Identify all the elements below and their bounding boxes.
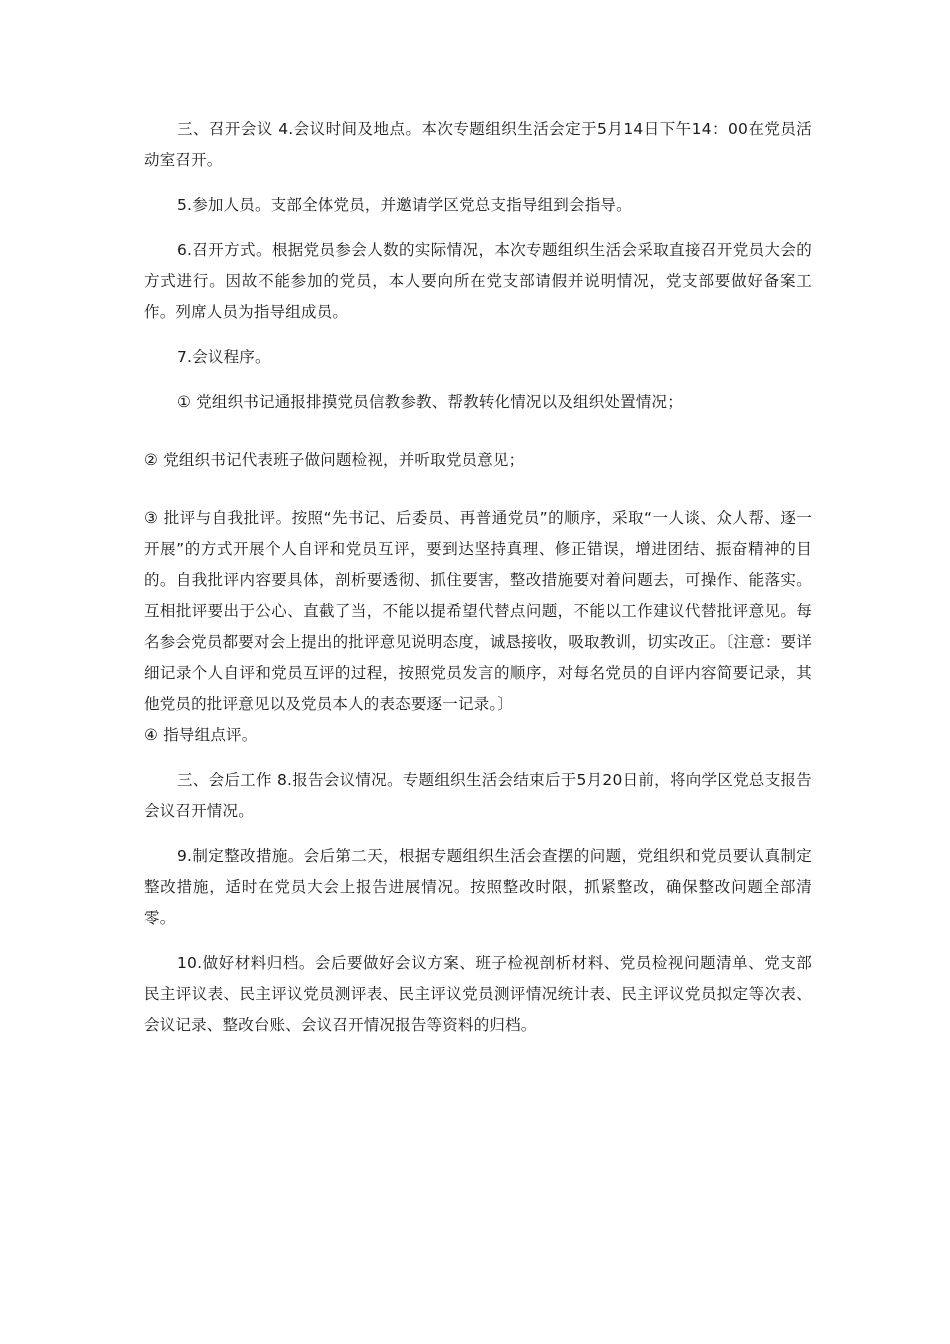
paragraph-rectification: 9.制定整改措施。会后第二天，根据专题组织生活会查摆的问题，党组织和党员要认真制定整改措施，适时在党员大会上报告进展情况。按照整改时限，抓紧整改，确保整改问题全部清零。 bbox=[144, 847, 812, 927]
paragraph-report-meeting: 三、会后工作 8.报告会议情况。专题组织生活会结束后于5月20日前，将向学区党总支报告会议召开情况。 bbox=[144, 771, 812, 820]
paragraph-meeting-method: 6.召开方式。根据党员参会人数的实际情况，本次专题组织生活会采取直接召开党员大会的方式进行。因故不能参加的党员，本人要向所在党支部请假并说明情况，党支部要做好备案工作。列席人员为指导组成员。 bbox=[144, 241, 812, 321]
procedure-item-4: ④ 指导组点评。 bbox=[144, 726, 258, 744]
procedure-item-3: ③ 批评与自我批评。按照“先书记、后委员、再普通党员”的顺序，采取“一人谈、众人帮、逐一开展”的方式开展个人自评和党员互评，要到达坚持真理、修正错误，增进团结、振奋精神的目的。自我批评内容要具体，剖析要透彻、抓住要害，整改措施要对着问题去，可操作、能落实。互相批评要出于公心、直截了当，不能以提希望代替点问题，不能以工作建议代替批评意见。每名参会党员都要对会上提出的批评意见说明态度，诚恳接收，吸取教训，切实改正。〔注意：要详细记录个人自评和党员互评的过程，按照党员发言的顺序，对每名党员的自评内容简要记录，其他党员的批评意见以及党员本人的表态要逐一记录。〕 bbox=[144, 509, 812, 713]
document-page bbox=[144, 114, 812, 1055]
paragraph-attendees: 5.参加人员。支部全体党员，并邀请学区党总支指导组到会指导。 bbox=[177, 196, 632, 214]
paragraph-archiving: 10.做好材料归档。会后要做好会议方案、班子检视剖析材料、党员检视问题清单、党支部民主评议表、民主评议党员测评表、民主评议党员测评情况统计表、民主评议党员拟定等次表、会议记录、整改台账、会议召开情况报告等资料的归档。 bbox=[144, 954, 812, 1034]
procedure-item-1: ① 党组织书记通报排摸党员信教参教、帮教转化情况以及组织处置情况； bbox=[177, 393, 683, 411]
paragraph-meeting-time: 三、召开会议 4.会议时间及地点。本次专题组织生活会定于5月14日下午14：00在党员活动室召开。 bbox=[144, 120, 812, 169]
paragraph-procedure-heading: 7.会议程序。 bbox=[177, 348, 271, 366]
procedure-item-2: ② 党组织书记代表班子做问题检视，并听取党员意见； bbox=[144, 451, 525, 469]
